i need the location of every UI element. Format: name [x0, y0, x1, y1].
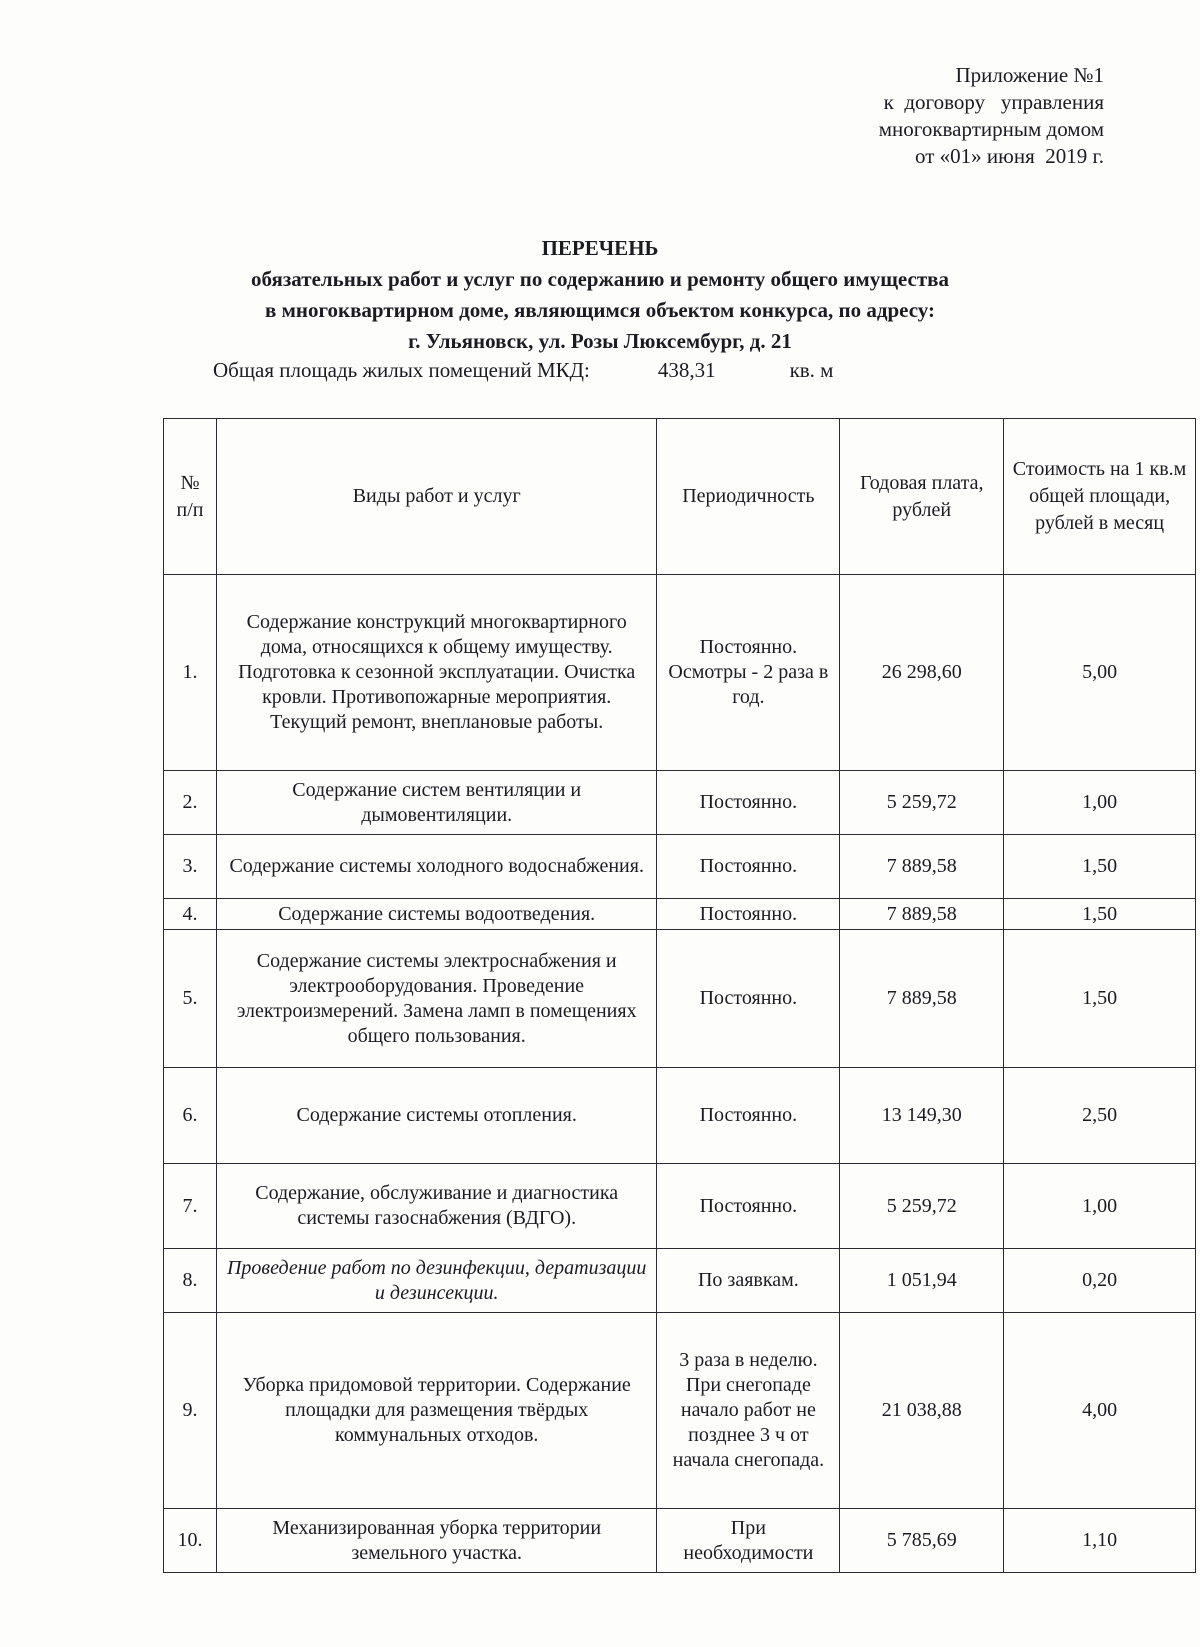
row-name: Содержание конструкций многоквартирного дома, относящихся к общему имуществу. Подготовка к сезонной эксплуатации. Очистка кровли. Противопожарные мероприятия. Текущий ремонт, внеплановые работы. — [216, 575, 656, 771]
row-period: Постоянно. — [657, 899, 840, 930]
row-num: 6. — [164, 1068, 217, 1164]
row-annual: 1 051,94 — [840, 1249, 1004, 1313]
area-label: Общая площадь жилых помещений МКД: — [213, 358, 590, 382]
row-annual: 5 259,72 — [840, 1164, 1004, 1249]
works-table — [163, 418, 1196, 1573]
row-period: Постоянно. — [657, 835, 840, 899]
title-line: обязательных работ и услуг по содержанию и ремонту общего имущества — [251, 267, 949, 291]
row-name: Содержание системы электроснабжения и электрооборудования. Проведение электроизмерений. Замена ламп в помещениях общего пользования. — [216, 930, 656, 1068]
table-row — [164, 899, 1196, 930]
row-num: 1. — [164, 575, 217, 771]
table-row — [164, 1068, 1196, 1164]
row-cost: 0,20 — [1004, 1249, 1196, 1313]
row-name: Содержание системы отопления. — [216, 1068, 656, 1164]
appendix-header — [879, 62, 1104, 170]
appendix-line: Приложение №1 — [955, 63, 1104, 87]
appendix-line: от «01» июня 2019 г. — [915, 144, 1104, 168]
row-name: Содержание систем вентиляции и дымовентиляции. — [216, 771, 656, 835]
row-num: 3. — [164, 835, 217, 899]
row-cost: 2,50 — [1004, 1068, 1196, 1164]
row-name: Содержание системы холодного водоснабжения. — [216, 835, 656, 899]
row-name: Уборка придомовой территории. Содержание площадки для размещения твёрдых коммунальных отходов. — [216, 1313, 656, 1509]
document-title — [0, 233, 1200, 357]
header-annual: Годовая плата, рублей — [840, 419, 1004, 575]
header-period: Периодичность — [657, 419, 840, 575]
row-period: При необходимости — [657, 1509, 840, 1573]
row-annual: 13 149,30 — [840, 1068, 1004, 1164]
row-num: 8. — [164, 1249, 217, 1313]
row-cost: 1,00 — [1004, 1164, 1196, 1249]
table-row — [164, 930, 1196, 1068]
row-annual: 7 889,58 — [840, 899, 1004, 930]
table-row — [164, 835, 1196, 899]
table-row — [164, 575, 1196, 771]
row-annual: 26 298,60 — [840, 575, 1004, 771]
row-name: Механизированная уборка территории земельного участка. — [216, 1509, 656, 1573]
row-period: Постоянно. — [657, 930, 840, 1068]
row-name: Содержание, обслуживание и диагностика системы газоснабжения (ВДГО). — [216, 1164, 656, 1249]
row-annual: 21 038,88 — [840, 1313, 1004, 1509]
table-row — [164, 1313, 1196, 1509]
title-line: в многоквартирном доме, являющимся объектом конкурса, по адресу: — [264, 298, 936, 322]
row-cost: 1,50 — [1004, 930, 1196, 1068]
table-row — [164, 1164, 1196, 1249]
row-num: 4. — [164, 899, 217, 930]
row-cost: 4,00 — [1004, 1313, 1196, 1509]
row-num: 10. — [164, 1509, 217, 1573]
total-area-line — [213, 358, 833, 383]
appendix-line: к договору управления — [883, 90, 1104, 114]
table-header-row — [164, 419, 1196, 575]
row-num: 5. — [164, 930, 217, 1068]
row-cost: 1,50 — [1004, 835, 1196, 899]
area-unit: кв. м — [789, 358, 834, 382]
appendix-line: многоквартирным домом — [878, 117, 1104, 141]
title-line: ПЕРЕЧЕНЬ — [541, 236, 659, 260]
area-value: 438,31 — [657, 358, 716, 382]
title-line: г. Ульяновск, ул. Розы Люксембург, д. 21 — [408, 329, 792, 353]
row-cost: 1,10 — [1004, 1509, 1196, 1573]
row-period: Постоянно. — [657, 1164, 840, 1249]
row-period: По заявкам. — [657, 1249, 840, 1313]
table-row — [164, 1509, 1196, 1573]
row-cost: 5,00 — [1004, 575, 1196, 771]
table-row — [164, 1249, 1196, 1313]
header-cost: Стоимость на 1 кв.м общей площади, рублей в месяц — [1004, 419, 1196, 575]
row-num: 9. — [164, 1313, 217, 1509]
row-period: 3 раза в неделю. При снегопаде начало работ не позднее 3 ч от начала снегопада. — [657, 1313, 840, 1509]
row-annual: 5 259,72 — [840, 771, 1004, 835]
table-row — [164, 771, 1196, 835]
header-num: № п/п — [164, 419, 217, 575]
row-name: Содержание системы водоотведения. — [216, 899, 656, 930]
header-name: Виды работ и услуг — [216, 419, 656, 575]
row-annual: 7 889,58 — [840, 930, 1004, 1068]
row-num: 7. — [164, 1164, 217, 1249]
row-name: Проведение работ по дезинфекции, дератизации и дезинсекции. — [216, 1249, 656, 1313]
row-period: Постоянно. Осмотры - 2 раза в год. — [657, 575, 840, 771]
row-num: 2. — [164, 771, 217, 835]
row-annual: 5 785,69 — [840, 1509, 1004, 1573]
row-period: Постоянно. — [657, 1068, 840, 1164]
row-annual: 7 889,58 — [840, 835, 1004, 899]
row-cost: 1,50 — [1004, 899, 1196, 930]
row-cost: 1,00 — [1004, 771, 1196, 835]
row-period: Постоянно. — [657, 771, 840, 835]
